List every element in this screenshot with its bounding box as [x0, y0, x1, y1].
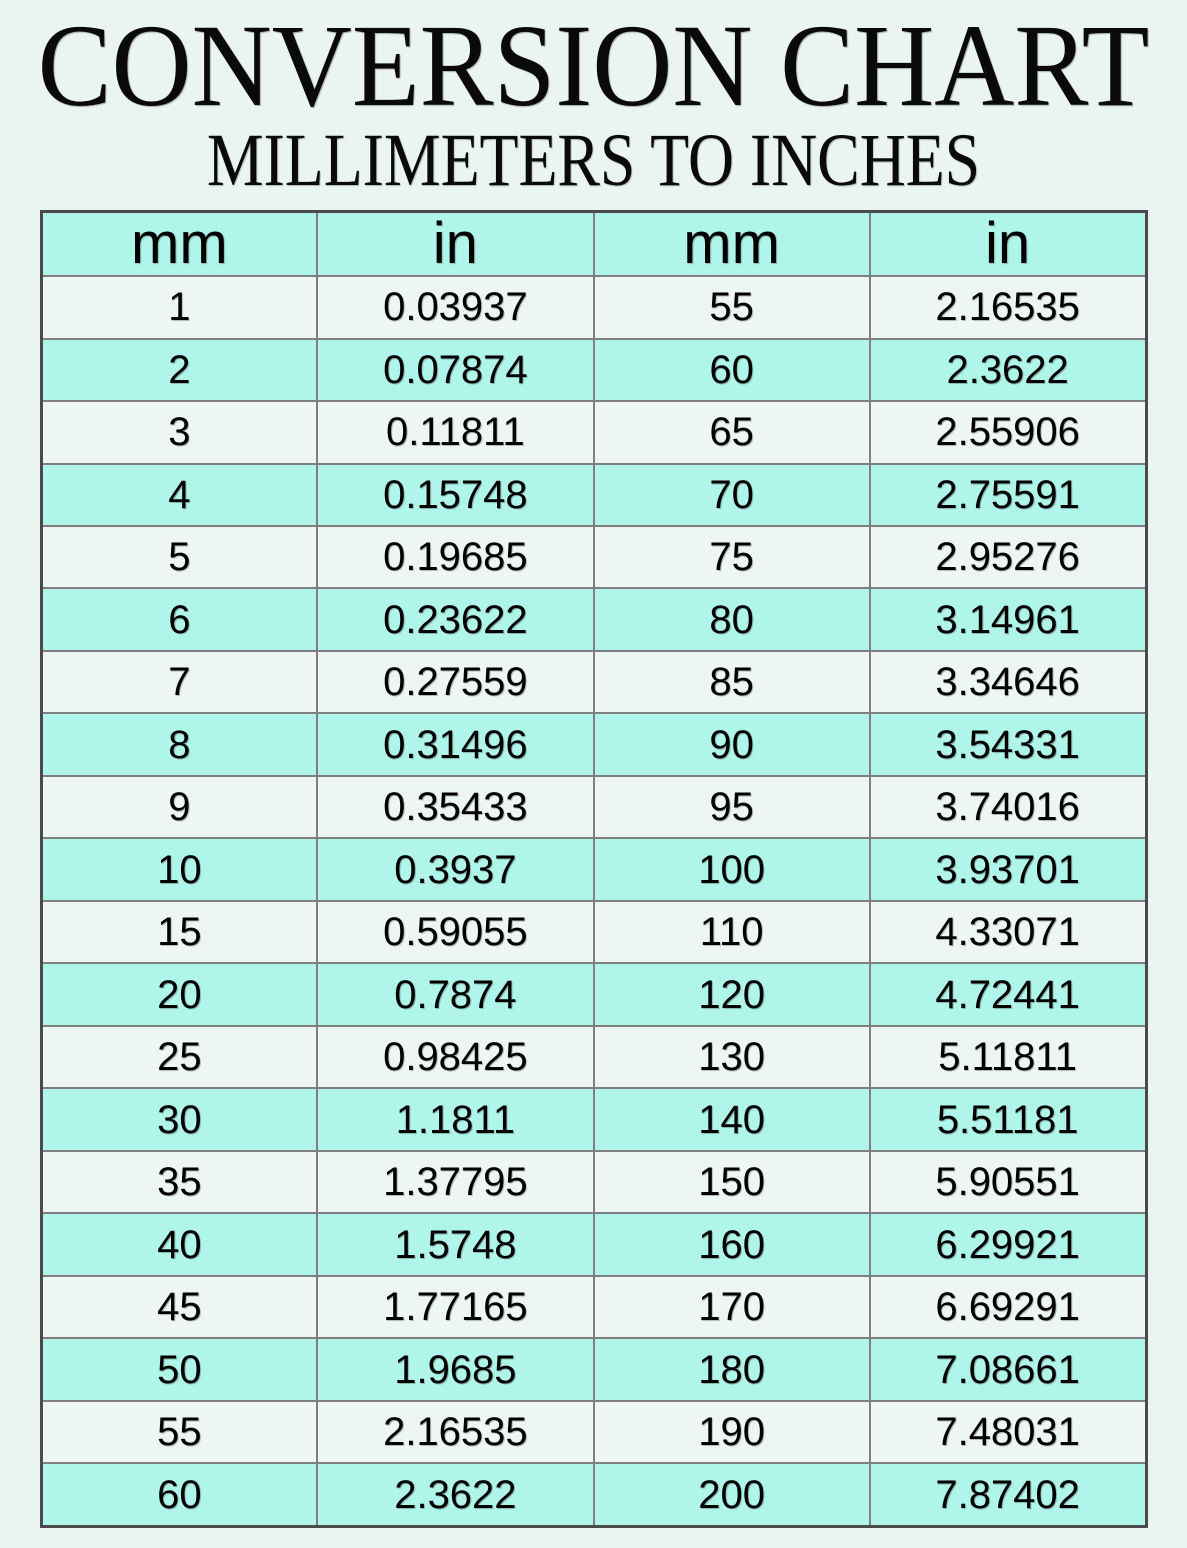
in-value-cell: 5.90551 — [870, 1151, 1146, 1213]
in-value-cell: 0.98425 — [317, 1026, 593, 1088]
in-value-cell: 1.5748 — [317, 1213, 593, 1275]
mm-value-cell: 4 — [41, 464, 317, 526]
column-header-in-left: in — [317, 212, 593, 277]
table-row — [41, 339, 1146, 401]
in-value-cell: 4.72441 — [870, 963, 1146, 1025]
mm-value-cell: 25 — [41, 1026, 317, 1088]
mm-value-cell: 55 — [41, 1401, 317, 1463]
table-row — [41, 401, 1146, 463]
in-value-cell: 0.3937 — [317, 838, 593, 900]
mm-value-cell: 5 — [41, 526, 317, 588]
in-value-cell: 5.51181 — [870, 1088, 1146, 1150]
in-value-cell: 7.87402 — [870, 1463, 1146, 1526]
table-row — [41, 526, 1146, 588]
in-value-cell: 2.75591 — [870, 464, 1146, 526]
mm-value-cell: 110 — [594, 901, 870, 963]
table-row — [41, 1401, 1146, 1463]
mm-value-cell: 190 — [594, 1401, 870, 1463]
mm-value-cell: 60 — [594, 339, 870, 401]
in-value-cell: 7.48031 — [870, 1401, 1146, 1463]
page-title: CONVERSION CHART — [37, 0, 1150, 131]
column-header-in-right: in — [870, 212, 1146, 277]
in-value-cell: 1.9685 — [317, 1338, 593, 1400]
in-value-cell: 0.59055 — [317, 901, 593, 963]
table-row — [41, 1338, 1146, 1400]
in-value-cell: 2.55906 — [870, 401, 1146, 463]
in-value-cell: 0.19685 — [317, 526, 593, 588]
mm-value-cell: 45 — [41, 1276, 317, 1338]
table-row — [41, 901, 1146, 963]
mm-value-cell: 8 — [41, 713, 317, 775]
page-subtitle: MILLIMETERS TO INCHES — [206, 118, 981, 202]
table-row — [41, 588, 1146, 650]
in-value-cell: 0.15748 — [317, 464, 593, 526]
table-row — [41, 1213, 1146, 1275]
in-value-cell: 2.95276 — [870, 526, 1146, 588]
mm-value-cell: 7 — [41, 651, 317, 713]
in-value-cell: 3.54331 — [870, 713, 1146, 775]
mm-value-cell: 40 — [41, 1213, 317, 1275]
mm-value-cell: 9 — [41, 776, 317, 838]
mm-value-cell: 20 — [41, 963, 317, 1025]
in-value-cell: 2.16535 — [317, 1401, 593, 1463]
column-header-mm-right: mm — [594, 212, 870, 277]
table-header — [41, 212, 1146, 277]
in-value-cell: 1.1811 — [317, 1088, 593, 1150]
mm-value-cell: 65 — [594, 401, 870, 463]
in-value-cell: 0.35433 — [317, 776, 593, 838]
table-row — [41, 464, 1146, 526]
in-value-cell: 3.14961 — [870, 588, 1146, 650]
in-value-cell: 0.27559 — [317, 651, 593, 713]
mm-value-cell: 80 — [594, 588, 870, 650]
mm-value-cell: 100 — [594, 838, 870, 900]
mm-value-cell: 200 — [594, 1463, 870, 1526]
in-value-cell: 2.16535 — [870, 276, 1146, 338]
mm-value-cell: 75 — [594, 526, 870, 588]
mm-value-cell: 35 — [41, 1151, 317, 1213]
mm-value-cell: 170 — [594, 1276, 870, 1338]
mm-value-cell: 90 — [594, 713, 870, 775]
mm-value-cell: 50 — [41, 1338, 317, 1400]
table-row — [41, 1088, 1146, 1150]
in-value-cell: 2.3622 — [870, 339, 1146, 401]
in-value-cell: 0.31496 — [317, 713, 593, 775]
mm-value-cell: 120 — [594, 963, 870, 1025]
table-row — [41, 713, 1146, 775]
in-value-cell: 3.34646 — [870, 651, 1146, 713]
mm-value-cell: 160 — [594, 1213, 870, 1275]
mm-value-cell: 15 — [41, 901, 317, 963]
mm-to-inches-table — [40, 210, 1148, 1528]
mm-value-cell: 85 — [594, 651, 870, 713]
table-row — [41, 1276, 1146, 1338]
mm-value-cell: 180 — [594, 1338, 870, 1400]
in-value-cell: 1.37795 — [317, 1151, 593, 1213]
table-row — [41, 963, 1146, 1025]
mm-value-cell: 140 — [594, 1088, 870, 1150]
in-value-cell: 0.03937 — [317, 276, 593, 338]
table-row — [41, 651, 1146, 713]
mm-value-cell: 60 — [41, 1463, 317, 1526]
table-row — [41, 776, 1146, 838]
in-value-cell: 0.07874 — [317, 339, 593, 401]
mm-value-cell: 55 — [594, 276, 870, 338]
in-value-cell: 5.11811 — [870, 1026, 1146, 1088]
in-value-cell: 4.33071 — [870, 901, 1146, 963]
in-value-cell: 0.23622 — [317, 588, 593, 650]
mm-value-cell: 2 — [41, 339, 317, 401]
in-value-cell: 2.3622 — [317, 1463, 593, 1526]
in-value-cell: 6.69291 — [870, 1276, 1146, 1338]
in-value-cell: 7.08661 — [870, 1338, 1146, 1400]
mm-value-cell: 30 — [41, 1088, 317, 1150]
mm-value-cell: 95 — [594, 776, 870, 838]
table-body — [41, 276, 1146, 1527]
mm-value-cell: 1 — [41, 276, 317, 338]
in-value-cell: 3.74016 — [870, 776, 1146, 838]
column-header-mm-left: mm — [41, 212, 317, 277]
table-row — [41, 276, 1146, 338]
in-value-cell: 0.7874 — [317, 963, 593, 1025]
mm-value-cell: 10 — [41, 838, 317, 900]
mm-value-cell: 6 — [41, 588, 317, 650]
table-row — [41, 838, 1146, 900]
table-header-row — [41, 212, 1146, 277]
in-value-cell: 6.29921 — [870, 1213, 1146, 1275]
in-value-cell: 1.77165 — [317, 1276, 593, 1338]
table-row — [41, 1151, 1146, 1213]
in-value-cell: 3.93701 — [870, 838, 1146, 900]
mm-value-cell: 150 — [594, 1151, 870, 1213]
mm-value-cell: 130 — [594, 1026, 870, 1088]
mm-value-cell: 3 — [41, 401, 317, 463]
table-row — [41, 1463, 1146, 1526]
mm-value-cell: 70 — [594, 464, 870, 526]
table-row — [41, 1026, 1146, 1088]
in-value-cell: 0.11811 — [317, 401, 593, 463]
